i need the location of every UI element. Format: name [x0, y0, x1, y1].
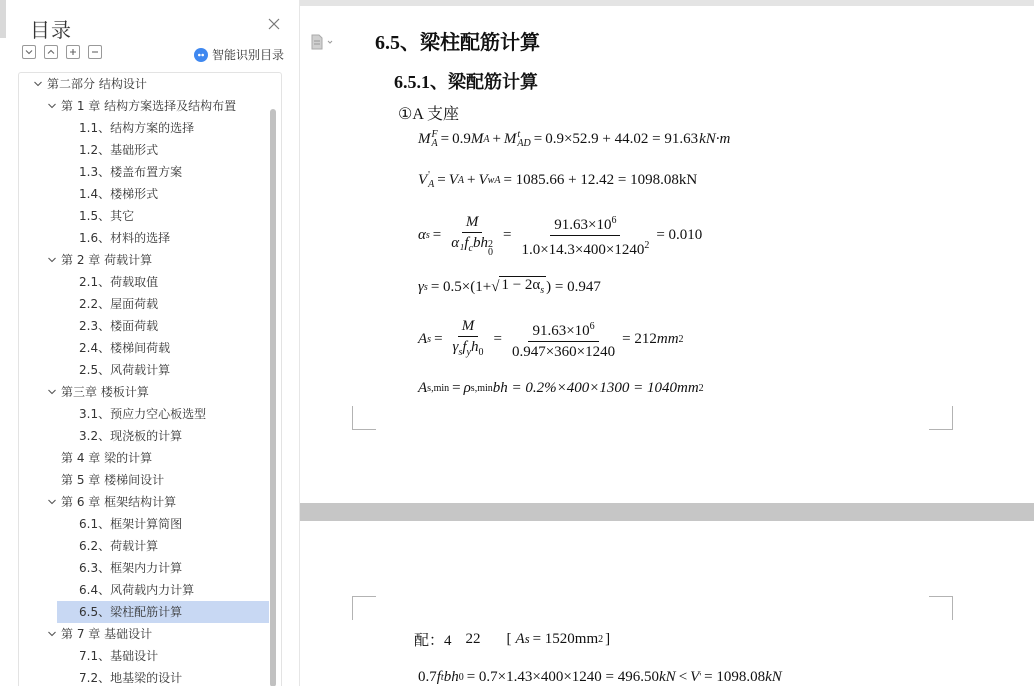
eq-subscript: wA	[487, 174, 501, 186]
eq-subscript: 0	[487, 247, 493, 258]
toc-item[interactable]	[19, 227, 269, 249]
collapse-all-button[interactable]	[44, 45, 58, 59]
document-options-icon[interactable]	[310, 34, 336, 50]
toc-item[interactable]	[19, 579, 269, 601]
toc-item-label: 6.4、风荷载内力计算	[79, 583, 195, 597]
toc-item[interactable]	[19, 95, 269, 117]
eq-symbol: V	[478, 171, 488, 188]
eq-unit: kN·m	[699, 130, 731, 147]
eq-symbol: ρ	[463, 380, 471, 396]
chevron-down-icon[interactable]	[47, 255, 57, 265]
eq-numeric: 0.9×52.9 + 44.02 = 91.63	[545, 130, 699, 147]
chevron-down-icon[interactable]	[47, 629, 57, 639]
eq-superscript: '	[699, 672, 702, 683]
toc-item[interactable]	[19, 557, 269, 579]
toc-item[interactable]	[19, 139, 269, 161]
eq-symbol: α	[418, 227, 426, 243]
toc-item-label: 2.4、楼梯间荷载	[79, 341, 171, 355]
eq-denominator: 0.947×360×1240	[511, 344, 616, 360]
eq-subscript: t	[440, 672, 444, 683]
equation-moment: M F A = 0.9 M A + M t AD = 0.9×52.9 + 44.02 = 91.63 kN·m	[418, 129, 731, 149]
eq-symbol: A	[515, 631, 525, 647]
eq-result: = 1085.66 + 12.42 = 1098.08kN	[503, 171, 698, 188]
page-separator	[300, 503, 1034, 521]
toc-item-label: 2.5、风荷载计算	[79, 363, 171, 377]
toc-item-label: 1.4、楼梯形式	[79, 187, 159, 201]
bracket-open: [	[506, 631, 512, 647]
toc-item-label: 第 2 章 荷载计算	[61, 253, 153, 267]
equation-min-area: A s,min = ρ s,min bh = 0.2%×400×1300 = 1040 mm 2	[418, 380, 704, 396]
toc-item[interactable]	[19, 623, 269, 645]
eq-unit: mm	[676, 380, 699, 396]
eq-denominator-rest: bh	[472, 235, 488, 251]
chevron-up-icon	[46, 47, 56, 57]
toc-item-label: 6.1、框架计算简图	[79, 517, 183, 531]
eq-subscript: 0	[458, 672, 464, 683]
toc-item-label: 7.2、地基梁的设计	[79, 671, 183, 685]
equation-area: A s = $\frac{M}{\gamma_sf_yh_0}$ = $\frac{91.63\times 10^6}{0.947\times 360\times 1240}$ = 212 mm 2	[418, 318, 684, 360]
toc-item-label: 第 7 章 基础设计	[61, 627, 153, 641]
eq-subscript: s,min	[427, 383, 450, 394]
toc-item-label: 1.2、基础形式	[79, 143, 159, 157]
support-label: ①A 支座	[398, 106, 460, 123]
eq-sqrt-content: 1 − 2α	[501, 277, 541, 293]
chevron-down-icon[interactable]	[33, 79, 43, 89]
eq-subscript: c	[468, 243, 473, 254]
eq-numerator: M	[461, 318, 475, 334]
eq-numeric: = 0.7×1.43×400×1240 = 496.50	[466, 669, 660, 685]
fraction: $\frac{M}{\gamma_sf_yh_0}$	[452, 318, 484, 358]
eq-symbol: γ	[418, 279, 424, 295]
plus-icon	[68, 47, 78, 57]
eq-superscript: '	[428, 170, 430, 181]
toc-item-label: 第三章 楼板计算	[61, 385, 149, 399]
eq-operator: <	[678, 669, 688, 685]
document-area	[300, 0, 1034, 686]
toc-item[interactable]	[19, 293, 269, 315]
fraction	[447, 213, 497, 258]
sqrt-sign: √	[491, 279, 500, 295]
toc-tree	[18, 72, 282, 686]
toc-item[interactable]	[57, 601, 269, 623]
eq-numerator: 91.63×10	[554, 217, 612, 233]
rebar-area: = 1520mm	[532, 631, 599, 647]
toc-toolbar	[22, 45, 102, 61]
toc-item[interactable]	[19, 403, 269, 425]
toc-item[interactable]	[19, 315, 269, 337]
page-corner-mark	[929, 406, 953, 430]
toc-item[interactable]	[19, 491, 269, 513]
eq-numerator: M	[465, 214, 479, 230]
eq-subscript: s,min	[470, 383, 493, 394]
eq-coef: 0.9	[452, 130, 471, 147]
toc-item[interactable]	[19, 161, 269, 183]
eq-numerator: 91.63×10	[532, 323, 590, 339]
toc-item-label: 3.2、现浇板的计算	[79, 429, 183, 443]
eq-superscript: 2	[487, 239, 493, 250]
eq-result: = 1098.08	[704, 669, 766, 685]
eq-superscript: 2	[598, 634, 604, 645]
chevron-down-icon[interactable]	[47, 387, 57, 397]
toc-item[interactable]	[19, 117, 269, 139]
toc-panel	[0, 0, 300, 686]
toc-item[interactable]	[19, 469, 269, 491]
eq-subscript: AD	[517, 138, 531, 149]
eq-symbol: M	[418, 130, 431, 147]
expand-all-button[interactable]	[22, 45, 36, 59]
eq-symbol: V	[418, 171, 428, 188]
eq-symbol: M	[503, 130, 517, 147]
toc-scrollbar[interactable]	[270, 109, 276, 686]
fraction	[508, 318, 619, 361]
toc-item-label: 7.1、基础设计	[79, 649, 159, 663]
add-heading-button[interactable]	[66, 45, 80, 59]
toc-item-label: 1.5、其它	[79, 209, 135, 223]
eq-coef: 0.7	[418, 669, 437, 685]
eq-subscript: s	[540, 285, 545, 296]
rebar-label: 配：4	[414, 633, 452, 649]
eq-subscript: s	[425, 230, 430, 241]
toc-item-label: 2.2、屋面荷载	[79, 297, 159, 311]
eq-symbol: V	[690, 669, 700, 685]
eq-superscript: 6	[589, 321, 595, 332]
toc-item-label: 1.6、材料的选择	[79, 231, 171, 245]
toc-item[interactable]	[19, 205, 269, 227]
equation-alpha: α s = M $\alpha_1f_cbh$ 2 0 = $\frac{91.63\times 10^6}{1.0\times 14.3\times 400\times 1240^2}$ = 0.010	[418, 214, 703, 258]
eq-rest: bh = 0.2%×400×1300 = 1040	[492, 380, 677, 396]
fraction	[517, 212, 653, 259]
toc-item[interactable]	[19, 447, 269, 469]
toc-item-label: 2.3、楼面荷载	[79, 319, 159, 333]
eq-subscript: A	[431, 138, 438, 149]
document-page	[300, 6, 1034, 503]
panel-edge-handle[interactable]	[0, 0, 6, 38]
eq-superscript: 2	[678, 334, 684, 345]
page-corner-mark	[929, 596, 953, 620]
eq-subscript: A	[483, 133, 490, 145]
eq-subscript: A	[428, 179, 435, 190]
eq-result: = 0.010	[656, 227, 703, 243]
eq-subscript: s	[524, 632, 530, 646]
eq-subscript: A	[457, 174, 465, 186]
eq-result: = 212	[622, 331, 657, 347]
toc-item-label: 6.5、梁柱配筋计算	[79, 605, 183, 619]
smart-recognize-icon	[194, 48, 208, 62]
toc-item[interactable]	[19, 249, 269, 271]
toc-item[interactable]	[19, 183, 269, 205]
toc-list	[19, 73, 269, 686]
chevron-down-icon[interactable]	[47, 497, 57, 507]
smart-toc-button[interactable]	[194, 46, 284, 63]
toc-item-label: 第 1 章 结构方案选择及结构布置	[61, 99, 237, 113]
toc-item[interactable]	[19, 667, 269, 686]
eq-denominator: 1.0×14.3×400×1240	[521, 242, 645, 258]
eq-subscript: s	[427, 334, 432, 345]
bracket-close: ]	[605, 631, 611, 647]
toc-item[interactable]	[19, 535, 269, 557]
page-corner-mark	[352, 596, 376, 620]
eq-superscript: 6	[611, 215, 617, 226]
toc-item-label: 第二部分 结构设计	[47, 77, 147, 91]
eq-unit: kN	[765, 669, 782, 685]
smart-toc-label: 智能识别目录	[212, 48, 285, 62]
toc-item[interactable]	[19, 513, 269, 535]
eq-superscript: 2	[698, 383, 704, 394]
sqrt-body	[499, 276, 546, 299]
toc-item-label: 6.3、框架内力计算	[79, 561, 183, 575]
toc-item-label: 第 5 章 楼梯间设计	[61, 473, 165, 487]
toc-item[interactable]	[19, 73, 269, 95]
eq-symbol: bh	[443, 669, 459, 685]
toc-item[interactable]	[19, 645, 269, 667]
eq-denominator: α₁f	[451, 235, 469, 251]
chevron-down-icon[interactable]	[47, 101, 57, 111]
toc-item-label: 第 6 章 框架结构计算	[61, 495, 177, 509]
eq-superscript: t	[517, 129, 521, 140]
chevron-down-icon	[24, 47, 34, 57]
toc-item[interactable]	[19, 271, 269, 293]
toc-item-label: 第 4 章 梁的计算	[61, 451, 153, 465]
toc-item-label: 2.1、荷载取值	[79, 275, 159, 289]
toc-item-label: 1.3、楼盖布置方案	[79, 165, 183, 179]
toc-item[interactable]	[19, 359, 269, 381]
remove-heading-button[interactable]	[88, 45, 102, 59]
rebar-line	[414, 629, 610, 650]
document-page	[300, 521, 1034, 686]
toc-item-label: 6.2、荷载计算	[79, 539, 159, 553]
eq-superscript: 2	[644, 240, 650, 251]
rebar-count: 22	[465, 631, 481, 647]
eq-post: ) = 0.947	[546, 279, 601, 295]
eq-unit: kN	[659, 669, 676, 685]
eq-subscript: s	[423, 282, 428, 293]
eq-symbol: A	[418, 380, 428, 396]
toc-item-label: 1.1、结构方案的选择	[79, 121, 195, 135]
equation-shear-check	[418, 669, 782, 686]
eq-symbol: f	[436, 669, 441, 685]
toc-item[interactable]	[19, 425, 269, 447]
subsection-heading: 6.5.1、梁配筋计算	[394, 72, 538, 92]
equation-gamma	[418, 276, 601, 299]
close-icon[interactable]	[266, 16, 282, 32]
eq-superscript: F	[431, 129, 438, 140]
eq-symbol: M	[470, 130, 484, 147]
minus-icon	[90, 47, 100, 57]
eq-symbol: V	[448, 171, 458, 188]
toc-item[interactable]	[19, 337, 269, 359]
toc-title: 目录	[30, 18, 72, 42]
eq-symbol: A	[418, 331, 428, 347]
equation-shear: V ' A = V A + V wA = 1085.66 + 12.42 = 1098.08kN	[418, 170, 698, 190]
eq-pre: = 0.5×(1+	[430, 279, 492, 295]
section-heading: 6.5、梁柱配筋计算	[375, 32, 540, 54]
page-corner-mark	[352, 406, 376, 430]
eq-unit: mm	[656, 331, 679, 347]
toc-item-label: 3.1、预应力空心板选型	[79, 407, 207, 421]
toc-item[interactable]	[19, 381, 269, 403]
